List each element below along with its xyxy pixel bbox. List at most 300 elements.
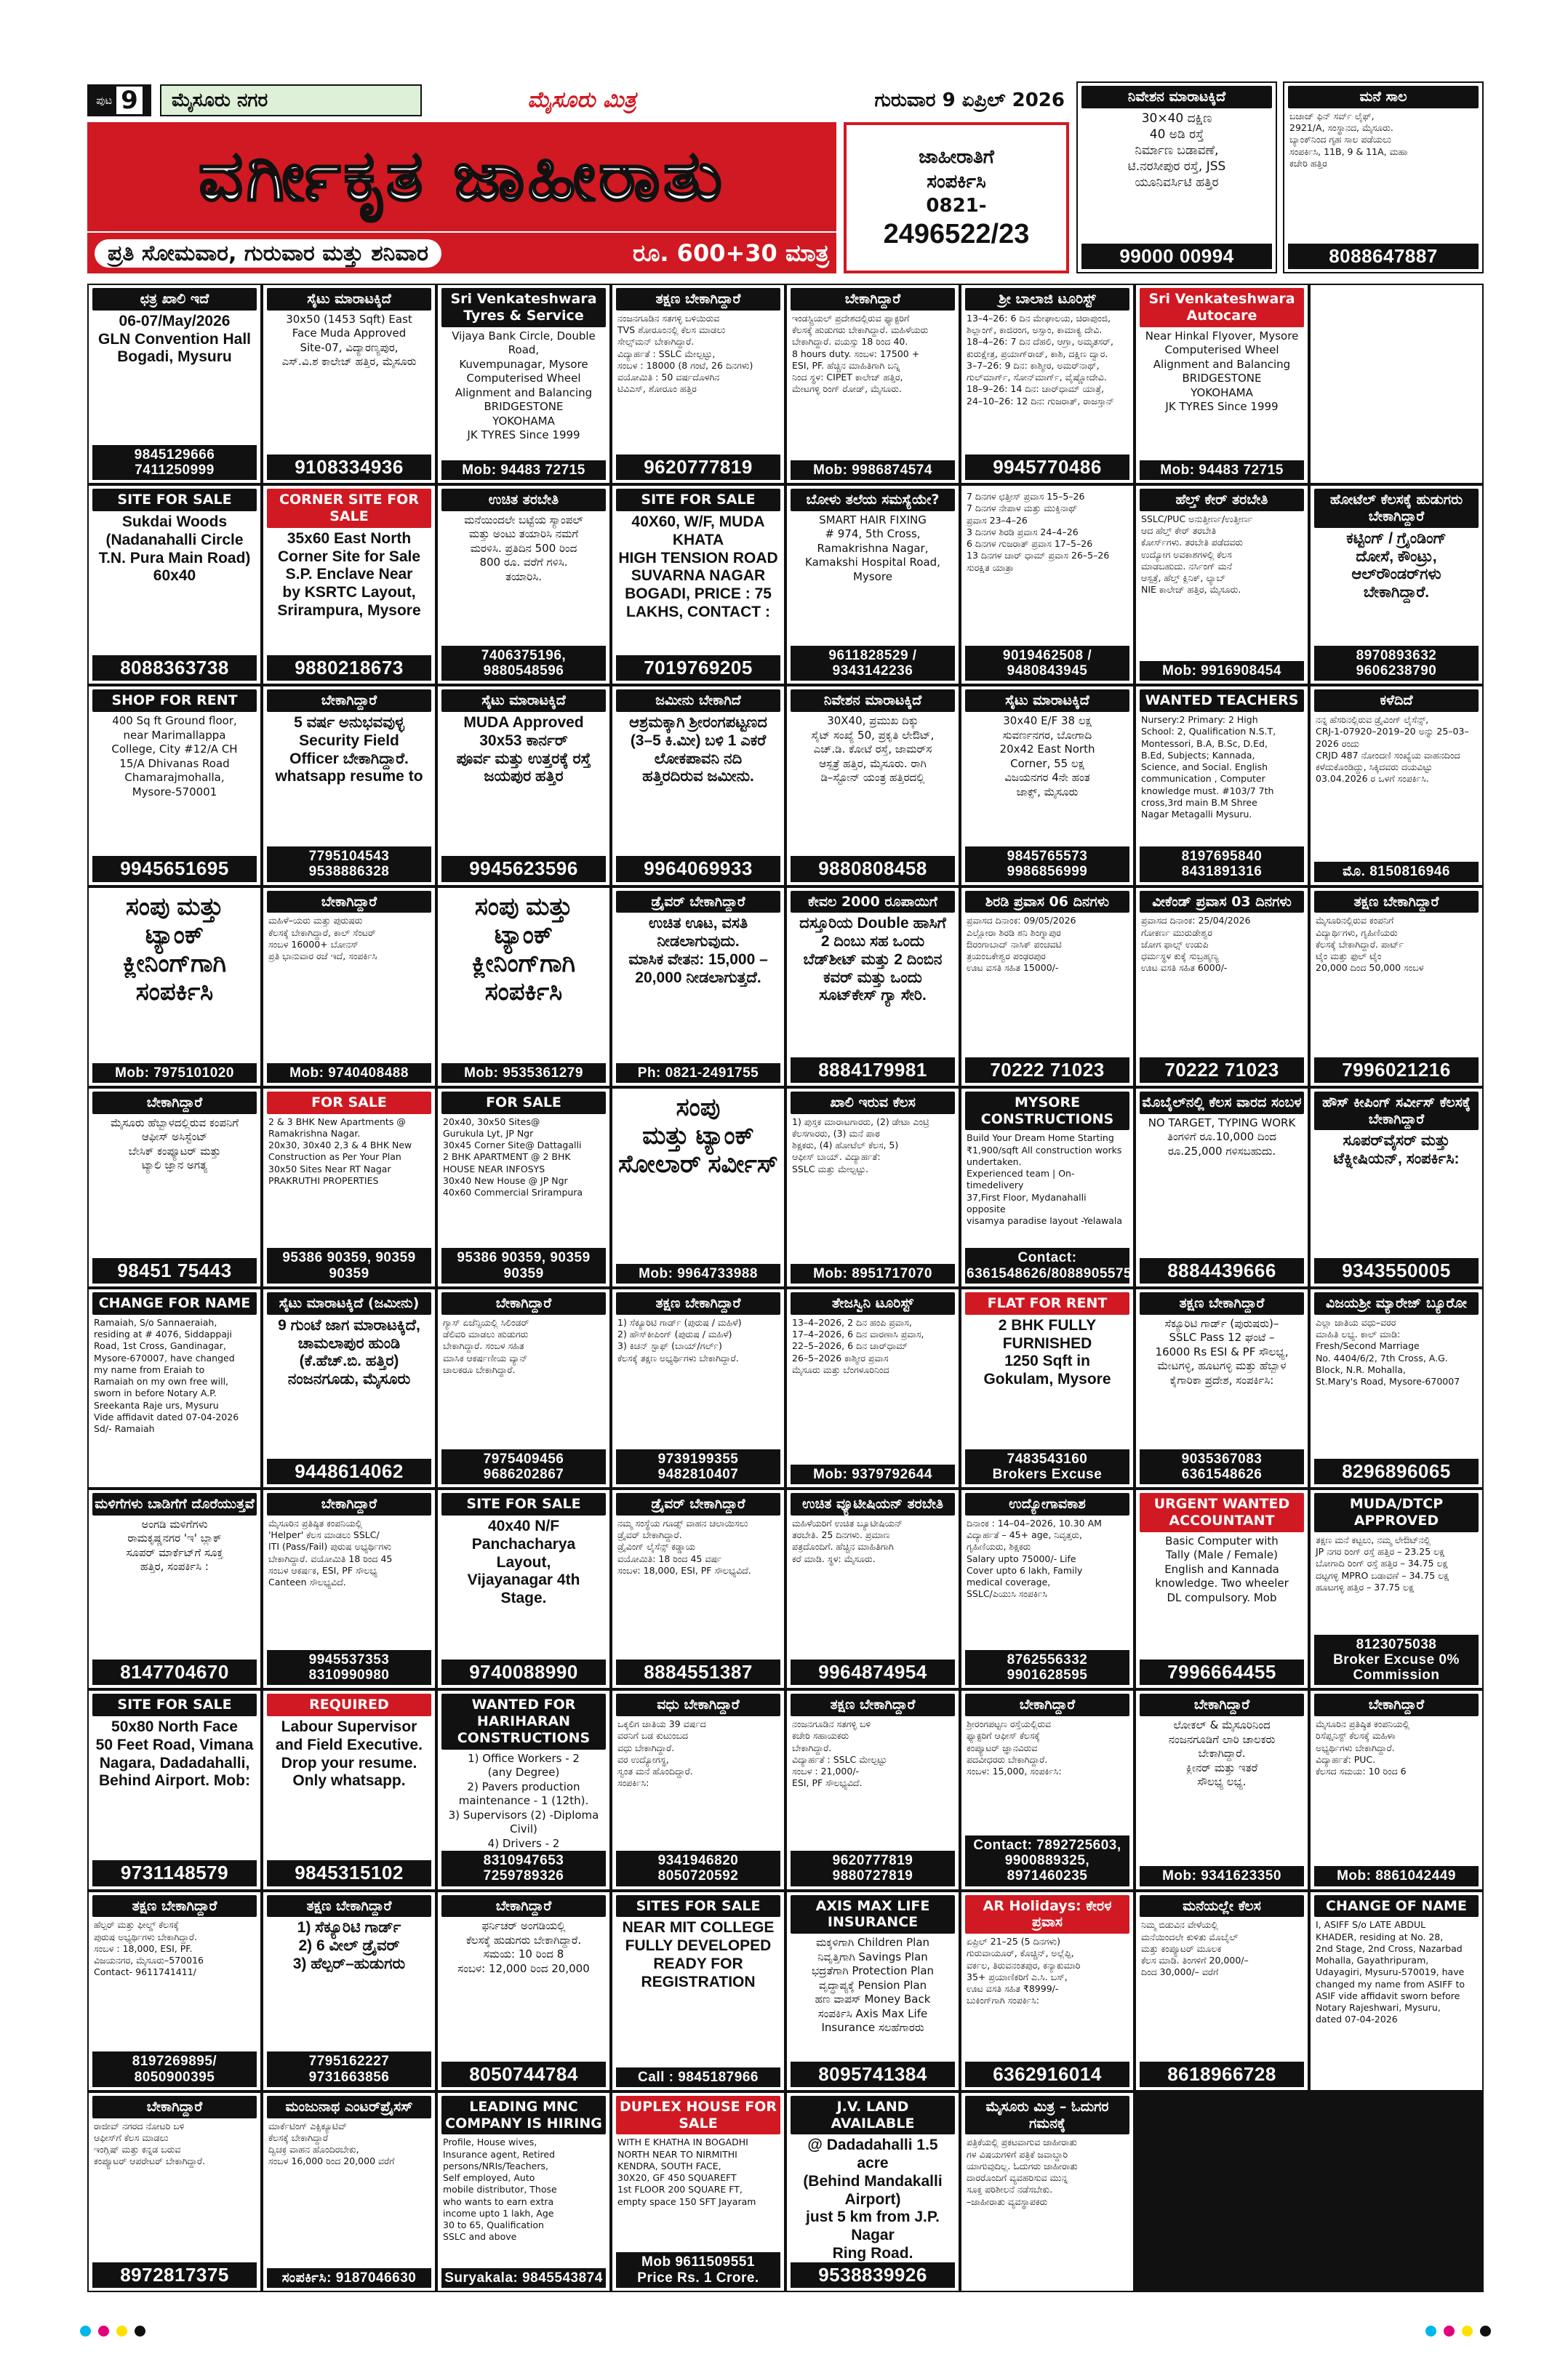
ad-body: ಉಚಿತ ಊಟ, ವಸತಿ ನೀಡಲಾಗುವುದು. ಮಾಸಿಕ ವೇತನ: 15,000 – 20,000 ನೀಡಲಾಗುತ್ತದೆ.: [628, 915, 768, 986]
ads-grid: [87, 284, 1484, 2292]
ad-body: ಏಪ್ರಿಲ್ 21–25 (5 ದಿನಗಳು) ಗುರುವಾಯೂರ್, ಕೊಚ್ಚಿನ್, ಅಲ್ಲೆಪ್ಪಿ, ವರ್ಕಲ, ತಿರುವನಂತಪುರ, ಕನ್ಯಾಕುಮಾರಿ 35+ ಪ್ರಯಾಣಿಕರಿಗೆ ಎ.ಸಿ. ಬಸ್, ಊಟ ವಸತಿ ಸಹಿತ ₹8999/- ಬುಕಿಂಗ್‌ಗಾಗಿ ಸಂಪರ್ಕಿಸಿ:: [967, 1936, 1081, 2006]
classified-ad: [263, 888, 435, 1086]
classified-ad: [1136, 686, 1308, 884]
registration-dot-black: [135, 2326, 145, 2337]
registration-dot-yellow: [116, 2326, 127, 2337]
ad-body: 1) ಪುಸ್ತಕ ಮಾರಾಟಗಾರರು, (2) ಡೇಟಾ ಎಂಟ್ರಿ ಕೆಲಸಗಾರರು, (3) ಮನೆ ಪಾಠ ಶಿಕ್ಷಕರು, (4) ಹೋಟೆಲ್ ಕೆಲಸ, 5) ಆಫೀಸ್ ಬಾಯ್. ವಿದ್ಯಾರ್ಹತೆ: SSLC ಮತ್ತು ಮೇಲ್ಪಟ್ಟು.: [792, 1116, 929, 1174]
classified-ad: [1136, 1892, 1308, 2090]
classified-ad: [438, 285, 609, 483]
ad-phone: 8095741384: [791, 2062, 955, 2087]
ad-heading: SHOP FOR RENT: [92, 689, 257, 712]
ad-body: ದಿನಾಂಕ : 14–04–2026, 10.30 AM ವಿದ್ಯಾರ್ಹತೆ – 45+ age, ನಿವೃತ್ತರು, ಗೃಹಿಣಿಯರು, ಶಿಕ್ಷಕರು Salary upto 75000/- Life Cover upto 6 lakh, Family medical coverage, SSLC/ಪಿಯುಸಿ ಸಂಪರ್ಕಿಸಿ: [967, 1517, 1102, 1600]
ad-heading: ತಕ್ಷಣ ಬೇಕಾಗಿದ್ದಾರೆ: [616, 1292, 780, 1315]
ad-body: ಮಕ್ಕಳಿಗಾಗಿ Children Plan ನಿವೃತ್ತಿಗಾಗಿ Savings Plan ಭದ್ರತೆಗಾಗಿ Protection Plan ವೃದ್ಧಾಪ್ಯಕ್ಕೆ Pension Plan ಹಣ ವಾಪಸ್ Money Back ಸಂಪರ್ಕಿಸಿ Axis Max Life Insurance ಸಲಹೆಗಾರರು: [811, 1936, 935, 2035]
header-side-ad-1: [1076, 81, 1277, 273]
page-title: ವರ್ಗೀಕೃತ ಜಾಹೀರಾತು: [198, 135, 726, 217]
ad-phone: 8197695840 8431891316: [1140, 846, 1304, 882]
ad-phone: Mob: 94483 72715: [441, 460, 606, 480]
ad-heading: ಉಚಿತ ವ್ಯೂಟೀಷಿಯನ್ ತರಬೇತಿ: [791, 1493, 955, 1516]
ad-body: ಮಾರ್ಕೆಟಿಂಗ್ ಎಕ್ಸಿಕ್ಯೂಟಿವ್ ಕೆಲಸಕ್ಕೆ ಬೇಕಾಗಿದ್ದಾರೆ ದ್ವಿಚಕ್ರ ವಾಹನ ಹೊಂದಿರಬೇಕು, ಸಂಬಳ 16,000 ರಿಂದ 20,000 ವರೆಗೆ: [268, 2120, 395, 2167]
page-number: 9: [116, 87, 143, 114]
ad-body: ಫರ್ನಿಚರ್ ಅಂಗಡಿಯಲ್ಲಿ ಕೆಲಸಕ್ಕೆ ಹುಡುಗರು ಬೇಕಾಗಿದ್ದಾರೆ. ಸಮಯ: 10 ರಿಂದ 8 ಸಂಬಳ: 12,000 ರಿಂದ 20,000: [457, 1919, 590, 1975]
ad-body: 40x40 N/F Panchacharya Layout, Vijayanagar 4th Stage.: [467, 1517, 580, 1607]
ad-phone: Mob: 9535361279: [441, 1063, 606, 1083]
ad-heading: ಬೋಳು ತಲೆಯ ಸಮಸ್ಯೆಯೇ?: [791, 489, 955, 511]
ad-heading: ಉಚಿತ ತರಬೇತಿ: [441, 489, 606, 511]
ad-body: 20x40, 30x50 Sites@ Gurukula Lyt, JP Ngr 30x45 Corner Site@ Dattagalli 2 BHK APARTMENT @ 2 BHK HOUSE NEAR INFOSYS 30x40 New House @ JP Ngr 40x60 Commercial Srirampura: [443, 1116, 583, 1198]
ad-heading: ಮಂಜುನಾಥ ಎಂಟರ್‌ಪ್ರೈಸಸ್: [267, 2096, 431, 2118]
classified-ad: [961, 1892, 1133, 2090]
classified-ad: [1136, 1089, 1308, 1286]
ad-body: ಲೋಕಲ್ & ಮೈಸೂರಿನಿಂದ ನಂಜನಗೂಡಿಗೆ ಲಾರಿ ಚಾಲಕರು ಬೇಕಾಗಿದ್ದಾರೆ. ಕ್ಲೀನರ್ ಮತ್ತು ಇತರೆ ಸೌಲಭ್ಯ ಲಭ್ಯ.: [1168, 1718, 1276, 1789]
classified-ad: [961, 1289, 1133, 1487]
classified-ad: [263, 1289, 435, 1487]
ad-phone: Mob: 8951717070: [791, 1264, 955, 1284]
ad-body: 35x60 East North Corner Site for Sale S.P. Enclave Near by KSRTC Layout, Srirampura, Mysore: [277, 529, 421, 619]
ad-phone: 9739199355 9482810407: [616, 1449, 780, 1485]
frequency-text: ಪ್ರತಿ ಸೋಮವಾರ, ಗುರುವಾರ ಮತ್ತು ಶನಿವಾರ: [95, 239, 441, 268]
ad-phone: 9945651695: [92, 856, 257, 881]
ad-phone: 8088647887: [1288, 244, 1479, 269]
ad-body: Basic Computer with Tally (Male / Female) English and Kannada knowledge. Two wheeler DL compulsory. Mob: [1155, 1534, 1289, 1604]
classified-ad: [612, 888, 784, 1086]
ad-phone: 7975409456 9686202867: [441, 1449, 606, 1485]
ad-heading: ತೇಜಸ್ವಿನಿ ಟೂರಿಸ್ಟ್: [791, 1292, 955, 1315]
ad-heading: ಛತ್ರ ಖಾಲಿ ಇದೆ: [92, 288, 257, 311]
ad-body: ಬಜಾಜ್ ಫಿನ್ ಸರ್ವ್ ಲೈಫ್, 2921/A, ಸಂಸ್ಥಾನದ, ಮೈಸೂರು. ಬ್ಯಾಂಕ್‌ನಿಂದ ಗೃಹ ಸಾಲ ಪಡೆಯಲು ಸಂಪರ್ಕಿಸಿ, 11B, 9 & 11A, ಮಹಾ ಕಚೇರಿ ಹತ್ತಿರ: [1289, 110, 1408, 169]
ad-phone: 8147704670: [92, 1660, 257, 1685]
classified-ad: [1136, 285, 1308, 483]
classified-ad: [89, 888, 260, 1086]
ad-body: 30X40, ಪ್ರಮುಖ ದಿಕ್ಕು ಸೈಟ್ ಸಂಖ್ಯೆ 50, ಪ್ರಕೃತಿ ಲೇಔಟ್, ಎಚ್.ಡಿ. ಕೋಟೆ ರಸ್ತೆ, ಜಾಮರ್‌ಸ ಆಸ್ಪತ್ರೆ ಹತ್ತಿರ, ಮೈಸೂರು. ರಾಗಿ ಡಿ–ಸ್ಟೋನ್ ಯಂತ್ರ ಹತ್ತಿರದಲ್ಲಿ: [811, 714, 935, 785]
ad-body: ಪತ್ರಿಕೆಯಲ್ಲಿ ಪ್ರಕಟವಾಗುವ ಜಾಹೀರಾತು ಗಳ ವಿಷಯಗಳಿಗೆ ಪತ್ರಿಕೆ ಜವಾಬ್ದಾರಿ ಯಾಗುವುದಿಲ್ಲ. ಓದುಗರು ಜಾಹೀರಾತು ದಾರರೊಂದಿಗೆ ವ್ಯವಹರಿಸುವ ಮುನ್ನ ಸೂಕ್ತ ಪರಿಶೀಲನೆ ನಡೆಸಬೇಕು. –ಜಾಹೀರಾತು ವ್ಯವಸ್ಥಾಪಕರು: [967, 2137, 1078, 2207]
ad-body: ಪ್ರವಾಸದ ದಿನಾಂಕ: 25/04/2026 ಗೋಕರ್ಣ ಮುರುಡೇಶ್ವರ ಜೋಗ ಫಾಲ್ಸ್ ಉಡುಪಿ ಧರ್ಮಸ್ಥಳ ಕುಕ್ಕೆ ಸುಬ್ರಹ್ಮಣ್ಯ ಊಟ ವಸತಿ ಸಹಿತ 6000/-: [1141, 915, 1251, 974]
ad-body: ಮನೆಯಿಂದಲೇ ಬಟ್ಟೆಯ ಸ್ಯಾಂಪಲ್ ಮತ್ತು ಅಂಟು ತಯಾರಿಸಿ ನಮಗೆ ಮರಳಿಸಿ. ಪ್ರತಿದಿನ 500 ರಿಂದ 800 ರೂ. ವರೆಗೆ ಗಳಿಸಿ. ತಯಾರಿಸಿ.: [464, 513, 583, 583]
classified-ad: [438, 1691, 609, 1889]
classified-ad: [438, 486, 609, 684]
classified-ad: [787, 1892, 959, 2090]
ad-body: 06-07/May/2026 GLN Convention Hall Bogadi, Mysuru: [98, 312, 251, 366]
classified-ad: [263, 1089, 435, 1286]
ad-phone: 9343550005: [1314, 1258, 1479, 1284]
registration-dot-yellow-right: [1462, 2326, 1473, 2337]
ad-body: 30x40 E/F 38 ಲಕ್ಷ ಸುವರ್ಣನಗರ, ಬೋಗಾದಿ 20x42 East North Corner, 55 ಲಕ್ಷ ವಿಜಯನಗರ 4ನೇ ಹಂತ ಜಾಕ್ಸ್, ಮೈಸೂರು: [999, 714, 1095, 798]
section-name: ಮೈಸೂರು ನಗರ: [160, 84, 422, 116]
ad-body: ಅಂಗಡಿ ಮಳಿಗೆಗಳು ರಾಮಕೃಷ್ಣನಗರ 'ಇ' ಬ್ಲಾಕ್ ಸೂಪರ್ ಮಾರ್ಕೆಟ್‌ಗೆ ಸೂಕ್ತ ಹತ್ತಿರ, ಸಂಪರ್ಕಿಸಿ :: [126, 1517, 223, 1574]
ad-heading: ಖಾಲಿ ಇರುವ ಕೆಲಸ: [791, 1092, 955, 1114]
ad-body: ಗ್ಯಾಸ್ ಏಜೆನ್ಸಿಯಲ್ಲಿ ಸಿಲಿಂಡರ್ ಡೆಲಿವರಿ ಮಾಡಲು ಹುಡುಗರು ಬೇಕಾಗಿದ್ದಾರೆ. ಸಂಬಳ ಸಹಿತ ಮಾಸಿಕ ಆಕರ್ಷಣೀಯ ವ್ಯಾನ್ ಚಾಲಕರೂ ಬೇಕಾಗಿದ್ದಾರೆ.: [443, 1316, 529, 1375]
ad-phone: 9964069933: [616, 856, 780, 881]
ad-body: ಸಂಪು ಮತ್ತು ಟ್ಯಾಂಕ್ ಸೋಲಾರ್ ಸರ್ವೀಸ್: [618, 1093, 778, 1178]
title-band: [87, 122, 836, 231]
ad-phone: 9019462508 / 9480843945: [965, 646, 1129, 681]
classified-ad: [438, 1089, 609, 1286]
ad-body: Ramaiah, S/o Sannaeraiah, residing at # 4076, Siddappaji Road, 1st Cross, Gandinagar, Mysore-670007, have changed my name from Eraiah to Ramaiah on my own free will, sworn in before Notary A.P. Sreekanta Raje urs, Mysuru Vide affidavit dated 07-04-2026 Sd/- Ramaiah: [94, 1316, 239, 1435]
ad-phone: 7795104543 9538886328: [267, 846, 431, 882]
ad-heading: ಮಳಿಗೆಗಳು ಬಾಡಿಗೆಗೆ ದೊರೆಯುತ್ತವೆ: [92, 1493, 257, 1516]
classified-ad: [961, 2093, 1133, 2291]
ad-heading: CHANGE OF NAME: [1314, 1895, 1479, 1918]
classified-ad: [961, 285, 1133, 483]
rate-text: ರೂ. 600+30 ಮಾತ್ರ: [633, 239, 829, 267]
ad-phone: 8884551387: [616, 1660, 780, 1685]
classified-ad: [961, 486, 1133, 684]
page-header: [87, 81, 1484, 276]
ad-heading: ಸೈಟು ಮಾರಾಟಕ್ಕಿದೆ: [441, 689, 606, 712]
ad-body: Build Your Dream Home Starting ₹1,900/sqft All construction works undertaken. Experienced team | On-timedelivery 37,First Floor, Mydanahalli opposite visamya paradise layout -Yelawala: [967, 1132, 1123, 1227]
ad-heading: ತಕ್ಷಣ ಬೇಕಾಗಿದ್ದಾರೆ: [616, 288, 780, 311]
ad-body: ಸೂಪರ್‌ವೈಸರ್ ಮತ್ತು ಟೆಕ್ನೀಷಿಯನ್, ಸಂಪರ್ಕಿಸಿ:: [1333, 1132, 1460, 1168]
classified-ad: [1136, 1289, 1308, 1487]
ad-phone: ಮೊ. 8150816946: [1314, 862, 1479, 881]
ad-heading: ಮೈಸೂರು ಮಿತ್ರ – ಓದುಗರ ಗಮನಕ್ಕೆ: [965, 2096, 1129, 2135]
ad-heading: ನಿವೇಶನ ಮಾರಾಟಕ್ಕಿದೆ: [791, 689, 955, 712]
ad-phone: Mob 9611509551 Price Rs. 1 Crore.: [616, 2252, 780, 2288]
classified-ad: [263, 686, 435, 884]
classified-ad: [1136, 1691, 1308, 1889]
ad-body: ನಂಜನಗೂಡಿನ ಸತಗಳ್ಳಿ ಬಳಿ ಕಚೇರಿ ಸಹಾಯಕರು ಬೇಕಾಗಿದ್ದಾರೆ. ವಿದ್ಯಾರ್ಹತೆ : SSLC ಮೇಲ್ಪಟ್ಟು ಸಂಬಳ : 21,000/- ESI, PF ಸೌಲಭ್ಯವಿದೆ.: [792, 1718, 887, 1789]
classified-ad: [89, 686, 260, 884]
ad-body: ಮೈಸೂರಿನ ಪ್ರತಿಷ್ಠಿತ ಕಂಪನಿಯಲ್ಲಿ 'Helper' ಕೆಲಸ ಮಾಡಲು SSLC/ ITI (Pass/Fail) ಪುರುಷ ಅಭ್ಯರ್ಥಿಗಳು ಬೇಕಾಗಿದ್ದಾರೆ. ವಯೋಮಿತಿ 18 ರಿಂದ 45 ಸಂಬಳ ಆಕರ್ಷಕ, ESI, PF ಸೌಲಭ್ಯ Canteen ಸೌಲಭ್ಯವಿದೆ.: [268, 1517, 393, 1588]
classified-ad: [1311, 1892, 1482, 2090]
classified-ad: [263, 1691, 435, 1889]
ad-body: SSLC/PUC ಅನುತ್ತೀರ್ಣ/ಉತ್ತೀರ್ಣ ಆದ ಹೆಲ್ತ್ ಕೇರ್ ತರಬೇತಿ ಕೋರ್ಸ್‌ಗಳು. ತರಬೇತಿ ಪಡೆದವರು ಉದ್ಯೋಗ ಅವಕಾಶಗಳಲ್ಲಿ ಕೆಲಸ ಮಾಡಬಹುದು. ನರ್ಸಿಂಗ್ ಮನೆ ಆಸ್ಪತ್ರೆ, ಹೆಲ್ತ್ ಕ್ಲಿನಿಕ್, ಲ್ಯಾಬ್ NIE ಕಾಲೇಜ್ ಹತ್ತಿರ, ಮೈಸೂರು.: [1141, 513, 1253, 596]
ad-body: 400 Sq ft Ground floor, near Marimallappa College, City #12/A CH 15/A Dhivanas Road Chamarajmohalla, Mysore-570001: [111, 714, 238, 798]
ad-phone: 8884179981: [791, 1057, 955, 1083]
ad-phone: 8296896065: [1314, 1459, 1479, 1484]
ad-heading: URGENT WANTED ACCOUNTANT: [1140, 1493, 1304, 1532]
ad-phone: 9611828529 / 9343142236: [791, 646, 955, 681]
ad-heading: SITE FOR SALE: [92, 1694, 257, 1716]
ad-body: Vijaya Bank Circle, Double Road, Kuvempunagar, Mysore Computerised Wheel Alignment and Balancing BRIDGESTONE YOKOHAMA JK TYRES Since 1999: [452, 329, 596, 442]
ad-heading: ಬೇಕಾಗಿದ್ದಾರೆ: [441, 1895, 606, 1918]
classified-ad: [89, 1089, 260, 1286]
ad-phone: 8123075038 Broker Excuse 0% Commission: [1314, 1635, 1479, 1686]
classified-ad: [89, 285, 260, 483]
classified-ad: [612, 1691, 784, 1889]
ad-body: 30×40 ದಕ್ಷಿಣ 40 ಅಡಿ ರಸ್ತೆ ನಿರ್ಮಾಣ ಬಡಾವಣೆ, ಟಿ.ನರಸೀಪುರ ರಸ್ತೆ, JSS ಯೂನಿವರ್ಸಿಟಿ ಹತ್ತಿರ: [1127, 111, 1226, 191]
ad-heading: FLAT FOR RENT: [965, 1292, 1129, 1315]
ad-heading: ಡ್ರೈವರ್ ಬೇಕಾಗಿದ್ದಾರೆ: [616, 891, 780, 913]
ad-body: ರಾಜೀವ್ ನಗರದ ನೋಟರಿ ಬಳಿ ಆಫೀಸ್‌ಗೆ ಕೆಲಸ ಮಾಡಲು ಇಂಗ್ಲಿಷ್ ಮತ್ತು ಕನ್ನಡ ಬರುವ ಕಂಪ್ಯೂಟರ್ ಆಪರೇಟರ್ ಬೇಕಾಗಿದ್ದಾರೆ.: [94, 2120, 206, 2167]
classified-ad: [1311, 1490, 1482, 1688]
classified-ad: [1136, 486, 1308, 684]
classified-ad: [787, 285, 959, 483]
ad-heading: ಬೇಕಾಗಿದ್ದಾರೆ: [267, 891, 431, 913]
ad-heading: ಬೇಕಾಗಿದ್ದಾರೆ: [92, 1092, 257, 1114]
ad-heading: ಸೈಟು ಮಾರಾಟಕ್ಕಿದೆ: [267, 288, 431, 311]
ad-body: ಮಹಿಳೆಯರಿಗೆ ಉಚಿತ ಬ್ಯೂಟೀಷಿಯನ್ ತರಬೇತಿ. 25 ದಿನಗಳು. ಪ್ರಮಾಣ ಪತ್ರದೊಂದಿಗೆ. ಹೆಚ್ಚಿನ ಮಾಹಿತಿಗಾಗಿ ಕರೆ ಮಾಡಿ. ಸ್ಥಳ: ಮೈಸೂರು.: [792, 1517, 903, 1564]
registration-dot-magenta-right: [1444, 2326, 1455, 2337]
ad-body: 13–4–2026, 2 ದಿನ ಹಂಪಿ ಪ್ರವಾಸ, 17–4–2026, 6 ದಿನ ವಾರಣಾಸಿ ಪ್ರವಾಸ, 22–5–2026, 6 ದಿನ ಚಾರ್‌ಧಾಮ್ 26–5–2026 ಕಾಶ್ಮೀರ ಪ್ರವಾಸ ಮೈಸೂರು ಮತ್ತು ಬೆಂಗಳೂರಿನಿಂದ: [792, 1316, 924, 1375]
classified-ad: [612, 486, 784, 684]
ad-phone: ಸಂಪರ್ಕಿಸಿ: 9187046630: [267, 2268, 431, 2288]
issue-date: ಗುರುವಾರ 9 ಏಪ್ರಿಲ್ 2026: [874, 89, 1065, 111]
ad-body: NEAR MIT COLLEGE FULLY DEVELOPED READY FOR REGISTRATION: [622, 1919, 775, 1990]
ad-body: ಶ್ರೀರಂಗಪಟ್ಟಣ ರಸ್ತೆಯಲ್ಲಿರುವ ಫ್ಯಾಕ್ಟರಿಗೆ ಆಫೀಸ್ ಕೆಲಸಕ್ಕೆ ಕಂಪ್ಯೂಟರ್ ಜ್ಞಾನವಿರುವ ಪದವೀಧರರು ಬೇಕಾಗಿದ್ದಾರೆ. ಸಂಬಳ: 15,000, ಸಂಪರ್ಕಿಸಿ:: [967, 1718, 1062, 1777]
classified-ad: [89, 1490, 260, 1688]
classified-ad: [1311, 1289, 1482, 1487]
ad-phone: 8310947653 7259789326: [441, 1851, 606, 1886]
ad-phone: 70222 71023: [965, 1057, 1129, 1083]
ad-body: ಒಕ್ಕಲಿಗ ಜಾತಿಯ 39 ವರ್ಷದ ವರನಿಗೆ ಬಡ ಕುಟುಂಬದ ವಧು ಬೇಕಾಗಿದ್ದಾರೆ. ವರ ಉದ್ಯೋಗಸ್ಥ, ಸ್ವಂತ ಮನೆ ಹೊಂದಿದ್ದಾರೆ. ಸಂಪರ್ಕಿಸಿ:: [617, 1718, 706, 1789]
ad-body: ಆಶ್ರಮಕ್ಕಾಗಿ ಶ್ರೀರಂಗಪಟ್ಟಣದ (3–5 ಕಿ.ಮೀ) ಬಳಿ 1 ಎಕರೆ ಲೋಕಪಾವನಿ ನದಿ ಹತ್ತಿರದಿರುವ ಜಮೀನು.: [629, 714, 767, 785]
ad-body: 7 ದಿನಗಳ ಛತ್ತೀಸ್ ಪ್ರವಾಸ 15–5–26 7 ದಿನಗಳ ನೇಪಾಳ ಮತ್ತು ಮುಕ್ತಿನಾಥ್ ಪ್ರವಾಸ 23–4–26 3 ದಿನಗಳ ಶಿರಡಿ ಪ್ರವಾಸ 24–4–26 6 ದಿನಗಳ ಗುಜರಾತ್ ಪ್ರವಾಸ 17–5–26 13 ದಿನಗಳ ಚಾರ್ ಧಾಮ್ ಪ್ರವಾಸ 26–5–26 ಸುರಕ್ಷಿತ ಯಾತ್ರಾ: [967, 491, 1110, 573]
ad-phone: 7996021216: [1314, 1057, 1479, 1083]
ad-body: ನಿಮ್ಮ ಬಿಡುವಿನ ವೇಳೆಯಲ್ಲಿ ಮನೆಯಿಂದಲೇ ಕುಳಿತು ಮೊಬೈಲ್ ಮತ್ತು ಕಂಪ್ಯೂಟರ್ ಮೂಲಕ ಕೆಲಸ ಮಾಡಿ. ತಿಂಗಳಿಗೆ 20,000/– ದಿಂದ 30,000/– ವರೆಗೆ: [1141, 1919, 1249, 1978]
ad-heading: ಡ್ರೈವರ್ ಬೇಕಾಗಿದ್ದಾರೆ: [616, 1493, 780, 1516]
ad-heading: AXIS MAX LIFE INSURANCE: [791, 1895, 955, 1934]
ad-heading: MUDA/DTCP APPROVED: [1314, 1493, 1479, 1532]
ad-heading: ಬೇಕಾಗಿದ್ದಾರೆ: [1140, 1694, 1304, 1716]
ad-phone: 70222 71023: [1140, 1057, 1304, 1083]
classified-ad: [263, 285, 435, 483]
classified-ad: [1136, 888, 1308, 1086]
ad-phone: Mob: 94483 72715: [1140, 460, 1304, 480]
ad-body: ಸೆಕ್ಯೂರಿಟಿ ಗಾರ್ಡ್ (ಪುರುಷರು)– SSLC Pass 12 ಘಂಟೆ – 16000 Rs ESI & PF ಸೌಲಭ್ಯ, ಮೇಟಗಳ್ಳಿ, ಹೂಟಗಳ್ಳಿ ಮತ್ತು ಹೆಬ್ಬಾಳ ಕೈಗಾರಿಕಾ ಪ್ರದೇಶ, ಸಂಪರ್ಕಿಸಿ:: [1155, 1316, 1289, 1387]
classified-ad: [1311, 486, 1482, 684]
ad-phone: 8050744784: [441, 2062, 606, 2087]
ad-body: 30x50 (1453 Sqft) East Face Muda Approved Site-07, ವಿದ್ಯಾರಣ್ಯಪುರ, ಎಸ್.ವಿ.ಶ ಕಾಲೇಜ್ ಹತ್ತಿರ, ಮೈಸೂರು: [281, 312, 417, 369]
ad-heading: WANTED TEACHERS: [1140, 689, 1304, 712]
ad-phone: 8972817375: [92, 2262, 257, 2288]
classified-ad: [787, 1691, 959, 1889]
ad-phone: 7483543160 Brokers Excuse: [965, 1449, 1129, 1485]
page-label: ಪುಟ: [96, 94, 113, 107]
classified-ad: [438, 1289, 609, 1487]
ad-phone: Mob: 9341623350: [1140, 1866, 1304, 1886]
ad-body: 1) Office Workers - 2 (any Degree) 2) Pavers production maintenance - 1 (12th). 3) Supervisors (2) -Diploma Civil) 4) Drivers - 2: [448, 1751, 599, 1850]
classified-ad: [1311, 888, 1482, 1086]
ad-heading: SITES FOR SALE: [616, 1895, 780, 1918]
classified-ad: [89, 1691, 260, 1889]
classified-ad: [1311, 1089, 1482, 1286]
ad-heading: ವಿಜಯಶ್ರೀ ಮ್ಯಾರೇಜ್ ಬ್ಯೂರೋ: [1314, 1292, 1479, 1315]
ad-body: @ Dadadahalli 1.5 acre (Behind Mandakalli Airport) just 5 km from J.P. Nagar Ring Road.: [803, 2137, 943, 2262]
page-number-box: [87, 84, 151, 116]
ad-body: SMART HAIR FIXING # 974, 5th Cross, Ramakrishna Nagar, Kamakshi Hospital Road, Mysore: [805, 513, 940, 583]
ad-body: ಮೈಸೂರಿನಲ್ಲಿರುವ ಕಂಪನಿಗೆ ವಿದ್ಯಾರ್ಥಿಗಳು, ಗೃಹಿಣಿಯರು ಕೆಲಸಕ್ಕೆ ಬೇಕಾಗಿದ್ದಾರೆ. ಪಾರ್ಟ್ ಟೈಂ ಮತ್ತು ಫುಲ್ ಟೈಂ 20,000 ದಿಂದ 50,000 ಸಂಬಳ: [1316, 915, 1424, 974]
ad-body: I, ASIFF S/o LATE ABDUL KHADER, residing at No. 28, 2nd Stage, 2nd Cross, Nazarbad Mohalla, Gayathripuram, Udayagiri, Mysuru-570019, have changed my name from ASIFF to ASIF vide affidavit sworn before Notary Rajeshwari, Mysuru, dated 07-04-2026: [1316, 1919, 1465, 2025]
frequency-strip: [87, 233, 836, 273]
ad-heading: ಬೇಕಾಗಿದ್ದಾರೆ: [267, 689, 431, 712]
ad-phone: 9035367083 6361548626: [1140, 1449, 1304, 1485]
ad-phone: 7406375196, 9880548596: [441, 646, 606, 681]
ad-phone: 9108334936: [267, 455, 431, 480]
ad-heading: ಹೌಸ್ ಕೀಪಿಂಗ್ ಸರ್ವೀಸ್ ಕೆಲಸಕ್ಕೆ ಬೇಕಾಗಿದ್ದಾರೆ: [1314, 1092, 1479, 1131]
ad-heading: ಹೆಲ್ತ್ ಕೇರ್ ತರಬೇತಿ: [1140, 489, 1304, 511]
ad-heading: J.V. LAND AVAILABLE: [791, 2096, 955, 2135]
ad-body: ಮೈಸೂರಿನ ಪ್ರತಿಷ್ಠಿತ ಕಂಪನಿಯಲ್ಲಿ ರಿಸೆಪ್ಷನಿಸ್ಟ್ ಕೆಲಸಕ್ಕೆ ಮಹಿಳಾ ಅಭ್ಯರ್ಥಿಗಳು ಬೇಕಾಗಿದ್ದಾರೆ. ವಿದ್ಯಾರ್ಹತೆ: PUC. ಕೆಲಸದ ಸಮಯ: 10 ರಿಂದ 6: [1316, 1718, 1410, 1777]
ad-phone: 9731148579: [92, 1860, 257, 1886]
ad-phone: Mob: 9740408488: [267, 1063, 431, 1083]
classified-ad: [612, 1289, 784, 1487]
classified-ad: [89, 1289, 260, 1487]
ad-heading: MYSORE CONSTRUCTIONS: [965, 1092, 1129, 1131]
classified-ad: [263, 1490, 435, 1688]
ad-heading: ಬೇಕಾಗಿದ್ದಾರೆ: [791, 288, 955, 311]
ad-heading: ನಿವೇಶನ ಮಾರಾಟಕ್ಕಿದೆ: [1081, 86, 1272, 108]
ad-phone: 99000 00994: [1081, 244, 1272, 269]
ad-heading: ಸೈಟು ಮಾರಾಟಕ್ಕಿದೆ (ಜಮೀನು): [267, 1292, 431, 1315]
ad-body: Sukdai Woods (Nadanahalli Circle T.N. Pura Main Road) 60x40: [98, 513, 251, 585]
ad-phone: 9845129666 7411250999: [92, 445, 257, 481]
classified-ad: [612, 1892, 784, 2090]
ad-phone: 7019769205: [616, 655, 780, 681]
ad-body: Labour Supervisor and Field Executive. Drop your resume. Only whatsapp.: [276, 1718, 423, 1790]
ad-heading: ತಕ್ಷಣ ಬೇಕಾಗಿದ್ದಾರೆ: [1140, 1292, 1304, 1315]
ad-phone: Mob: 9379792644: [791, 1465, 955, 1484]
ad-heading: ಶ್ರೀ ಬಾಲಾಜಿ ಟೂರಿಸ್ಟ್: [965, 288, 1129, 311]
ad-heading: ತಕ್ಷಣ ಬೇಕಾಗಿದ್ದಾರೆ: [1314, 891, 1479, 913]
ad-body: 1) ಸೆಕ್ಯೂರಿಟಿ ಗಾರ್ಡ್ (ಪುರುಷ / ಮಹಿಳೆ) 2) ಹೌಸ್‌ಕೀಪಿಂಗ್ (ಪುರುಷ / ಮಹಿಳೆ) 3) ಕಿಚನ್ ಸ್ಟಾಫ್ (ಬಾಯ್/ಗರ್ಲ್) ಕೆಲಸಕ್ಕೆ ತಕ್ಷಣ ಅಭ್ಯರ್ಥಿಗಳು ಬೇಕಾಗಿದ್ದಾರೆ.: [617, 1316, 742, 1364]
ad-heading: ಸೈಟು ಮಾರಾಟಕ್ಕಿದೆ: [965, 689, 1129, 712]
ad-body: ಹೆಲ್ಪರ್ ಮತ್ತು ಫೀಲ್ಡ್ ಕೆಲಸಕ್ಕೆ ಪುರುಷ ಅಭ್ಯರ್ಥಿಗಳು ಬೇಕಾಗಿದ್ದಾರೆ. ಸಂಬಳ : 18,000, ESI, PF. ವಿಜಯನಗರ, ಮೈಸೂರು–570016 Contact- 9611741411/: [94, 1919, 204, 1978]
ad-phone: Mob: 9964733988: [616, 1264, 780, 1284]
registration-dot-cyan: [80, 2326, 91, 2337]
ad-phone: 7996664455: [1140, 1660, 1304, 1685]
ad-heading: WANTED FOR HARIHARAN CONSTRUCTIONS: [441, 1694, 606, 1749]
ad-phone: 98451 75443: [92, 1258, 257, 1284]
classified-ad: [787, 1490, 959, 1688]
ad-heading: FOR SALE: [441, 1092, 606, 1114]
classified-ad: [438, 888, 609, 1086]
ad-body: ಸಂಪು ಮತ್ತು ಟ್ಯಾಂಕ್ ಕ್ಲೀನಿಂಗ್‌ಗಾಗಿ ಸಂಪರ್ಕಿಸಿ: [122, 892, 227, 1006]
ad-heading: ತಕ್ಷಣ ಬೇಕಾಗಿದ್ದಾರೆ: [267, 1895, 431, 1918]
classified-ad: [612, 686, 784, 884]
ad-phone: 9964874954: [791, 1660, 955, 1685]
ad-heading: ಬೇಕಾಗಿದ್ದಾರೆ: [965, 1694, 1129, 1716]
ad-phone: 9538839926: [791, 2262, 955, 2288]
classified-ad: [612, 2093, 784, 2291]
ad-body: ನಂಜನಗೂಡಿನ ಸತಗಳ್ಳಿ ಬಳಿಯಿರುವ TVS ಶೋರೂಂನಲ್ಲಿ ಕೆಲಸ ಮಾಡಲು ಸೇಲ್ಸ್‌ಮನ್ ಬೇಕಾಗಿದ್ದಾರೆ. ವಿದ್ಯಾರ್ಹತೆ : SSLC ಮೇಲ್ಪಟ್ಟು, ಸಂಬಳ : 18000 (8 ಗಂಟೆ, 26 ದಿನಗಳು) ವಯೋಮಿತಿ : 50 ವರ್ಷದೊಳಗಿನ ಟಿವಿಎಸ್, ಶೋರೂಂ ಹತ್ತಿರ: [617, 312, 753, 395]
contact-label: ಜಾಹೀರಾತಿಗೆ ಸಂಪರ್ಕಿಸಿ 0821-: [919, 145, 994, 217]
ad-body: WITH E KHATHA IN BOGADHI NORTH NEAR TO NIRMITHI KENDRA, SOUTH FACE, 30X20, GF 450 SQUAREFT 1st FLOOR 200 SQUARE FT, empty space 150 SFT Jayaram: [617, 2137, 756, 2207]
registration-dot-magenta: [98, 2326, 109, 2337]
ad-heading: ಉದ್ಯೋಗಾವಕಾಶ: [965, 1493, 1129, 1516]
ad-heading: SITE FOR SALE: [616, 489, 780, 511]
classified-ad: [961, 686, 1133, 884]
ad-heading: SITE FOR SALE: [92, 489, 257, 511]
ad-phone: 9945623596: [441, 856, 606, 881]
ad-heading: ಕಳೆದಿದೆ: [1314, 689, 1479, 712]
classified-ad: [787, 486, 959, 684]
classified-ad: [438, 1892, 609, 2090]
ad-phone: 9880218673: [267, 655, 431, 681]
ad-heading: LEADING MNC COMPANY IS HIRING: [441, 2096, 606, 2135]
ad-heading: ಬೇಕಾಗಿದ್ದಾರೆ: [441, 1292, 606, 1315]
classified-ad: [89, 486, 260, 684]
ad-heading: DUPLEX HOUSE FOR SALE: [616, 2096, 780, 2135]
ad-phone: 8088363738: [92, 655, 257, 681]
ad-body: 2 & 3 BHK New Apartments @ Ramakrishna Nagar. 20x30, 30x40 2,3 & 4 BHK New Construction as Per Your Plan 30x50 Sites Near RT Nagar PRAKRUTHI PROPERTIES: [268, 1116, 412, 1186]
ad-phone: 6362916014: [965, 2062, 1129, 2087]
classified-ad: [787, 2093, 959, 2291]
ad-body: 50x80 North Face 50 Feet Road, Vimana Nagara, Dadadahalli, Behind Airport. Mob:: [95, 1718, 254, 1790]
ad-body: NO TARGET, TYPING WORK ತಿಂಗಳಿಗೆ ರೂ.10,000 ದಿಂದ ರೂ.25,000 ಗಳಿಸಬಹುದು.: [1148, 1116, 1296, 1158]
ad-body: 9 ಗುಂಟೆ ಜಾಗ ಮಾರಾಟಕ್ಕಿದೆ, ಚಾಮಲಾಪುರ ಹುಂಡಿ (ಕೆ.ಹೆಚ್.ಬಿ. ಹತ್ತಿರ) ನಂಜನಗೂಡು, ಮೈಸೂರು: [278, 1316, 420, 1388]
classified-ad: [89, 2093, 260, 2291]
ad-heading: ಶಿರಡಿ ಪ್ರವಾಸ 06 ದಿನಗಳು: [965, 891, 1129, 913]
ad-heading: ಜಮೀನು ಬೇಕಾಗಿದೆ: [616, 689, 780, 712]
ad-heading: SITE FOR SALE: [441, 1493, 606, 1516]
classified-page: [87, 81, 1484, 2292]
ad-body: ಮೈಸೂರು ಹೆಬ್ಬಾಳದಲ್ಲಿರುವ ಕಂಪನಿಗೆ ಆಫೀಸ್ ಅಸಿಸ್ಟೆಂಟ್ ಬೇಸಿಕ್ ಕಂಪ್ಯೂಟರ್ ಮತ್ತು ಟ್ಯಾಲಿ ಜ್ಞಾನ ಅಗತ್ಯ: [110, 1116, 239, 1172]
classified-ad: [438, 686, 609, 884]
ad-body: MUDA Approved 30x53 ಕಾರ್ನರ್ ಪೂರ್ವ ಮತ್ತು ಉತ್ತರಕ್ಕೆ ರಸ್ತೆ ಜಯಪುರ ಹತ್ತಿರ: [456, 714, 591, 785]
contact-number: 2496522/23: [883, 219, 1030, 250]
classified-ad: [438, 1490, 609, 1688]
ad-heading: ಮೊಬೈಲ್‌ನಲ್ಲಿ ಕೆಲಸ ವಾರದ ಸಂಬಳ: [1140, 1092, 1304, 1114]
ad-phone: Ph: 0821-2491755: [616, 1063, 780, 1083]
classified-ad: [612, 1490, 784, 1688]
ad-phone: Mob: 8861042449: [1314, 1866, 1479, 1886]
ad-heading: ತಕ್ಷಣ ಬೇಕಾಗಿದ್ದಾರೆ: [92, 1895, 257, 1918]
ad-heading: ತಕ್ಷಣ ಬೇಕಾಗಿದ್ದಾರೆ: [791, 1694, 955, 1716]
ad-heading: AR Holidays: ಕೇರಳ ಪ್ರವಾಸ: [965, 1895, 1129, 1934]
ad-phone: Mob: 9986874574: [791, 460, 955, 480]
registration-dot-cyan-right: [1425, 2326, 1436, 2337]
ad-phone: 8762556332 9901628595: [965, 1650, 1129, 1686]
ad-phone: 9880808458: [791, 856, 955, 881]
ad-phone: Contact: 7892725603, 9900889325, 8971460235: [965, 1835, 1129, 1886]
ad-heading: CHANGE FOR NAME: [92, 1292, 257, 1315]
contact-box: [844, 122, 1069, 273]
ad-phone: 8970893632 9606238790: [1314, 646, 1479, 681]
ad-body: ದಸ್ತೂರಿಯ Double ಹಾಸಿಗೆ 2 ದಿಂಬು ಸಹ ಒಂದು ಬೆಡ್‌ಶೀಟ್ ಮತ್ತು 2 ದಿಂಬಿನ ಕವರ್ ಮತ್ತು ಒಂದು ಸೂಟ್‌ಕೇಸ್ ಗ್ಯಾ ಸೇರಿ.: [799, 915, 946, 1004]
classified-ad: [1311, 1691, 1482, 1889]
ad-phone: 8197269895/ 8050900395: [92, 2051, 257, 2087]
ad-body: ಇಂಡಸ್ಟ್ರಿಯಲ್ ಪ್ರದೇಶದಲ್ಲಿರುವ ಫ್ಯಾಕ್ಟರಿಗೆ ಕೆಲಸಕ್ಕೆ ಹುಡುಗರು ಬೇಕಾಗಿದ್ದಾರೆ. ಮಹಿಳೆಯರು ಬೇಕಾಗಿದ್ದಾರೆ. ವಯಸ್ಸು 18 ರಿಂದ 40. 8 hours duty. ಸಂಬಳ: 17500 + ESI, PF. ಹೆಚ್ಚಿನ ಮಾಹಿತಿಗಾಗಿ ಬನ್ನಿ ನಿಂದ ಸ್ಥಳ: CIPET ಕಾಲೇಜ್ ಹತ್ತಿರ, ಮೇಟಗಳ್ಳಿ ರಿಂಗ್ ರೋಡ್, ಮೈಸೂರು.: [792, 312, 929, 395]
classified-ad: [612, 285, 784, 483]
classified-ad: [787, 686, 959, 884]
ad-heading: FOR SALE: [267, 1092, 431, 1114]
classified-ad: [961, 1490, 1133, 1688]
ad-heading: ವಧು ಬೇಕಾಗಿದ್ದಾರೆ: [616, 1694, 780, 1716]
ad-body: 40X60, W/F, MUDA KHATA HIGH TENSION ROAD SUVARNA NAGAR BOGADI, PRICE : 75 LAKHS, CONTACT :: [618, 513, 778, 620]
classified-ad: [263, 1892, 435, 2090]
header-side-ad-2: [1283, 81, 1484, 273]
ad-phone: 9620777819: [616, 455, 780, 480]
ad-heading: ಹೋಟೆಲ್ ಕೆಲಸಕ್ಕೆ ಹುಡುಗರು ಬೇಕಾಗಿದ್ದಾರೆ: [1314, 489, 1479, 528]
ad-body: Profile, House wives, Insurance agent, Retired persons/NRIs/Teachers, Self employed, Auto mobile distributor, Those who wants to earn extra income upto 1 lakh, Age 30 to 65, Qualification SSLC and above: [443, 2137, 557, 2243]
registration-dot-black-right: [1480, 2326, 1491, 2337]
ad-heading: ವೀಕೆಂಡ್ ಪ್ರವಾಸ 03 ದಿನಗಳು: [1140, 891, 1304, 913]
ad-body: ಕಟ್ಟಿಂಗ್ / ಗ್ರೈಂಡಿಂಗ್ ದೋಸೆ, ಕೌಂಟ್ರು, ಆಲ್‌ರೌಂಡರ್‌ಗಳು ಬೇಕಾಗಿದ್ದಾರೆ.: [1346, 529, 1447, 601]
ad-phone: Call : 9845187966: [616, 2067, 780, 2087]
classified-ad: [612, 1089, 784, 1286]
ad-phone: 95386 90359, 90359 90359: [441, 1248, 606, 1284]
ad-blank: [1314, 288, 1479, 480]
ad-body: 13–4–26: 6 ದಿನ ಮೇಘಾಲಯ, ಚಿರಾಪುಂಜಿ, ಶಿಲ್ಲಾಂಗ್, ಕಾಜಿರಂಗ, ಅಸ್ಸಾಂ, ಕಾಮಾಕ್ಯ ದೇವಿ. 18–4–26: 7 ದಿನ ದೆಹಲಿ, ಆಗ್ರಾ, ಅಮೃತಸರ್, ಕುರುಕ್ಷೇತ್ರ, ಪ್ರಯಾಗ್‌ರಾಜ್, ಕಾಶಿ, ದಕ್ಷಿಣ ದ್ವಾರ. 3–7–26: 9 ದಿನ: ಕಾಶ್ಮೀರ, ಅಮರ್‌ನಾಥ್, ಗುಲ್‌ಮಾರ್ಗ್, ಸೋನ್‌ಮಾರ್ಗ್, ವೈಷ್ಣೋದೇವಿ. 18–9–26: 14 ದಿನ: ಚಾರ್‌ಧಾಮ್ ಯಾತ್ರೆ, 24–10–26: 12 ದಿನ: ಗುಜರಾತ್, ರಾಜಸ್ತಾನ್: [967, 312, 1114, 407]
ad-heading: ಬೇಕಾಗಿದ್ದಾರೆ: [92, 2096, 257, 2118]
ad-heading: ಬೇಕಾಗಿದ್ದಾರೆ: [1314, 1694, 1479, 1716]
ad-heading: REQUIRED: [267, 1694, 431, 1716]
ad-heading: Sri Venkateshwara Tyres & Service: [441, 288, 606, 327]
ad-heading: ಮನೆ ಸಾಲ: [1288, 86, 1479, 108]
masthead: ಮೈಸೂರು ಮಿತ್ರ: [527, 87, 636, 113]
ad-body: ನಮ್ಮ ಸಂಸ್ಥೆಯ ಗೂಡ್ಸ್ ವಾಹನ ಚಲಾಯಿಸಲು ಡ್ರೈವರ್ ಬೇಕಾಗಿದ್ದಾರೆ. ಡ್ರೈವಿಂಗ್ ಲೈಸೆನ್ಸ್ ಕಡ್ಡಾಯ ವಯೋಮಿತಿ: 18 ರಿಂದ 45 ವರ್ಷ ಸಂಬಳ: 18,000, ESI, PF ಸೌಲಭ್ಯವಿದೆ.: [617, 1517, 751, 1576]
ad-phone: 8618966728: [1140, 2062, 1304, 2087]
ad-body: 1) ಸೆಕ್ಯೂರಿಟಿ ಗಾರ್ಡ್ 2) 6 ವೀಲ್ ಡ್ರೈವರ್ 3) ಹೆಲ್ಪರ್–ಹುಡುಗರು: [292, 1919, 406, 1972]
ad-phone: 9448614062: [267, 1459, 431, 1484]
classified-ad: [263, 2093, 435, 2291]
ad-body: Nursery:2 Primary: 2 High School: 2, Qualification N.S.T, Montessori, B.A, B.Sc, D.Ed, B.Ed, Subjects; Kannada, Science, and Social. English communication , Computer knowledge must. #103/7 7th cross,3rd main B.M Shree Nagar Metagalli Mysuru.: [1141, 714, 1276, 820]
ad-phone: 95386 90359, 90359 90359: [267, 1248, 431, 1284]
ad-phone: 9945770486: [965, 455, 1129, 480]
classified-ad: [787, 888, 959, 1086]
ad-phone: 8884439666: [1140, 1258, 1304, 1284]
